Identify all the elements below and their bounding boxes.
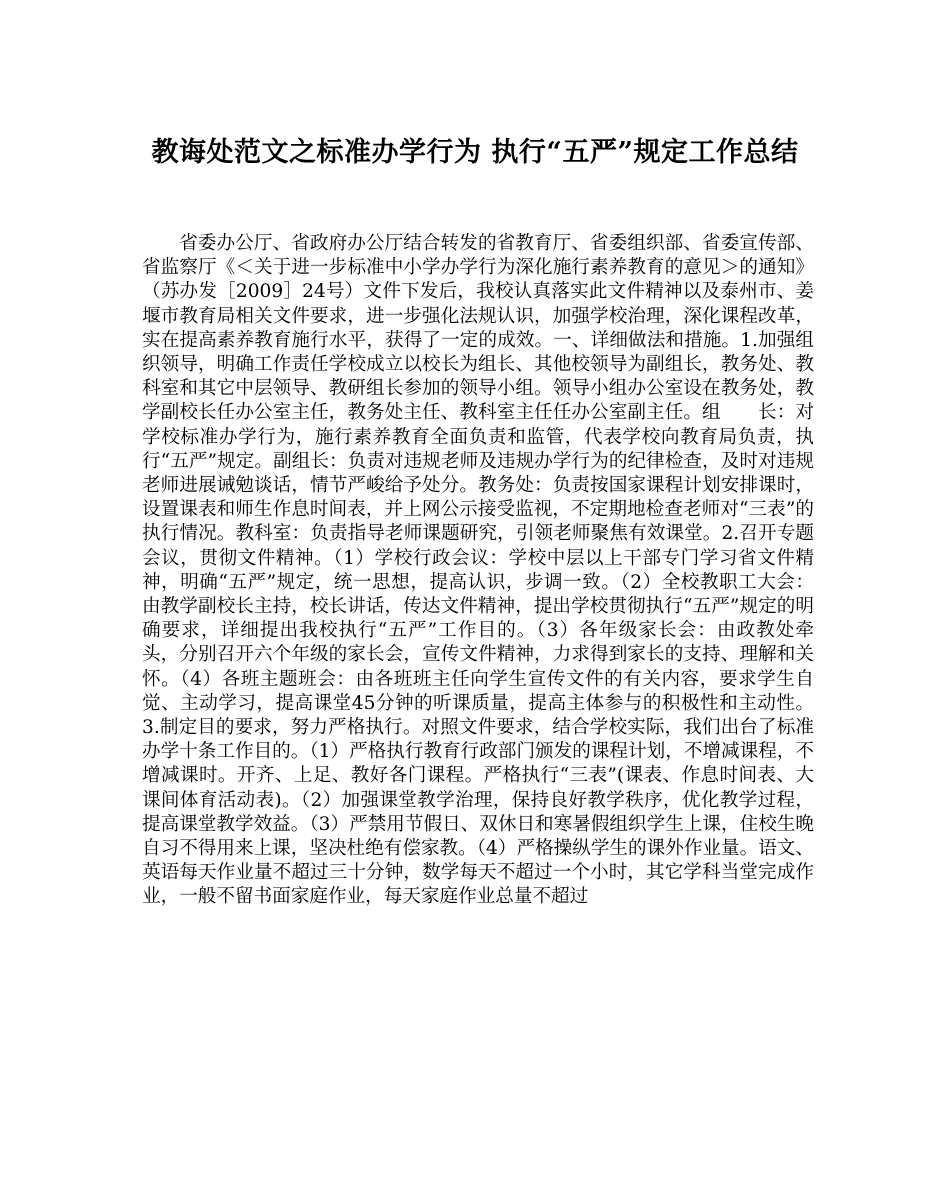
body-paragraph: 省委办公厅、省政府办公厅结合转发的省教育厅、省委组织部、省委宣传部、省监察厅《＜关于进一步标准中小学办学行为深化施行素养教育的意见＞的通知》（苏办发［2009］24号）文件下发后，我校认真落实此文件精神以及泰州市、姜堰市教育局相关文件要求，进一步强化法规认识，加强学校治理，深化课程改革，实在提高素养教育施行水平，获得了一定的成效。一、详细做法和措施。1.加强组织领导，明确工作责任学校成立以校长为组长、其他校领导为副组长，教务处、教科室和其它中层领导、教研组长参加的领导小组。领导小组办公室设在教务处，教学副校长任办公室主任，教务处主任、教科室主任任办公室副主任。组 长：对学校标准办学行为，施行素养教育全面负责和监管，代表学校向教育局负责，执行“五严”规定。副组长：负责对违规老师及违规办学行为的纪律检查，及时对违规老师进展诫勉谈话，情节严峻给予处分。教务处：负责按国家课程计划安排课时，设置课表和师生作息时间表，并上网公示接受监视，不定期地检查老师对“三表”的执行情况。教科室：负责指导老师课题研究，引领老师聚焦有效课堂。2.召开专题会议，贯彻文件精神。（1）学校行政会议：学校中层以上干部专门学习省文件精神，明确“五严”规定，统一思想，提高认识，步调一致。（2）全校教职工大会：由教学副校长主持，校长讲话，传达文件精神，提出学校贯彻执行“五严”规定的明确要求，详细提出我校执行“五严”工作目的。（3）各年级家长会：由政教处牵头，分别召开六个年级的家长会，宣传文件精神，力求得到家长的支持、理解和关怀。（4）各班主题班会：由各班班主任向学生宣传文件的有关内容，要求学生自觉、主动学习，提高课堂45分钟的听课质量，提高主体参与的积极性和主动性。3.制定目的要求，努力严格执行。对照文件要求，结合学校实际，我们出台了标准办学十条工作目的。（1）严格执行教育行政部门颁发的课程计划，不增减课程，不增减课时。开齐、上足、教好各门课程。严格执行“三表”(课表、作息时间表、大课间体育活动表)。（2）加强课堂教学治理，保持良好教学秩序，优化教学过程，提高课堂教学效益。（3）严禁用节假日、双休日和寒暑假组织学生上课，住校生晚自习不得用来上课，坚决杜绝有偿家教。（4）严格操纵学生的课外作业量。语文、英语每天作业量不超过三十分钟，数学每天不超过一个小时，其它学科当堂完成作业，一般不留书面家庭作业，每天家庭作业总量不超过: [142, 233, 814, 908]
document-title: 教诲处范文之标准办学行为 执行“五严”规定工作总结: [151, 137, 799, 168]
